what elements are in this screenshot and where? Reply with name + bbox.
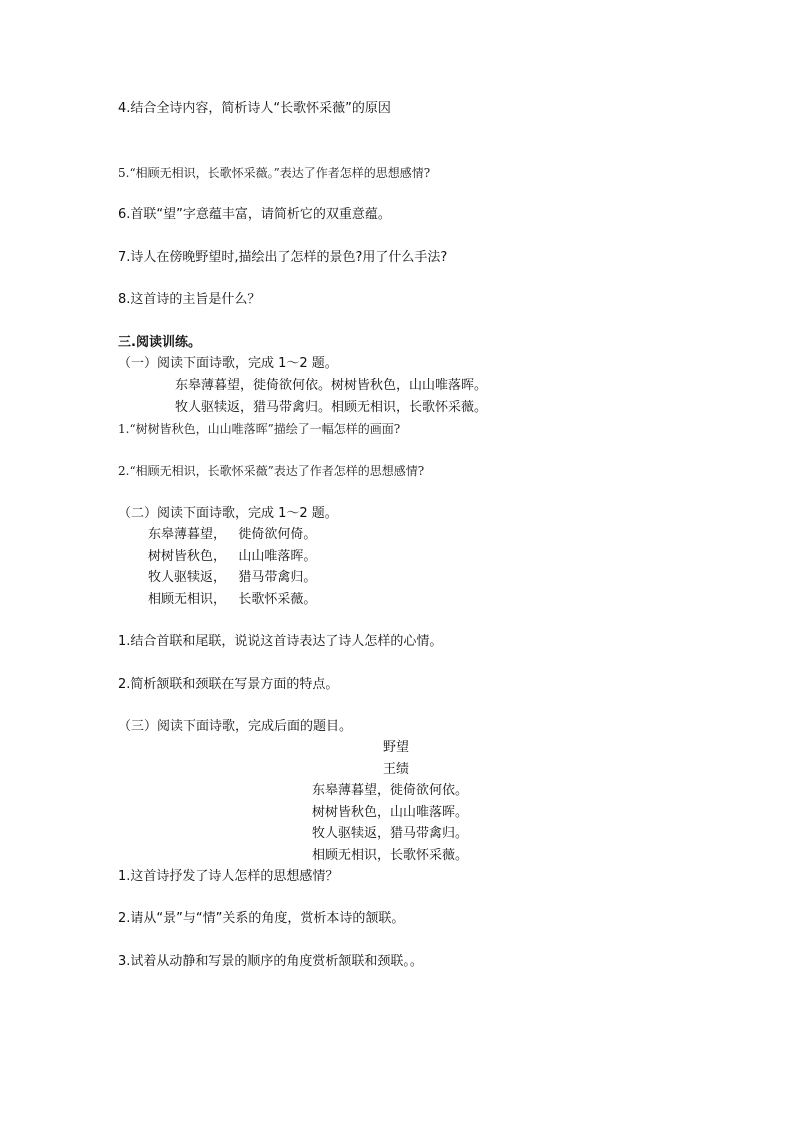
part-1-intro: （一）阅读下面诗歌，完成 1～2 题。 xyxy=(118,356,338,371)
part-2-poem-line-2: 树树皆秋色， 山山唯落晖。 xyxy=(148,549,317,564)
poem-title: 野望 xyxy=(382,740,409,755)
part-2-intro: （二）阅读下面诗歌，完成 1～2 题。 xyxy=(118,506,338,521)
question-4: 4.结合全诗内容，简析诗人“长歌怀采薇”的原因 xyxy=(118,101,391,116)
part-3-poem-line-3: 牧人驱犊返，猎马带禽归。 xyxy=(312,826,469,841)
part-3-question-3: 3.试着从动静和写景的顺序的角度赏析颔联和颈联。。 xyxy=(118,954,423,969)
part-3-question-1: 1.这首诗抒发了诗人怎样的思想感情？ xyxy=(118,869,339,884)
part-2-poem-line-3: 牧人驱犊返， 猎马带禽归。 xyxy=(148,570,317,585)
part-3-question-2: 2.请从“景”与“情”关系的角度，赏析本诗的颔联。 xyxy=(118,911,405,926)
part-1-question-1: 1.“树树皆秋色，山山唯落晖”描绘了一幅怎样的画面? xyxy=(118,422,401,436)
part-1-poem-line-1: 东皋薄暮望，徙倚欲何依。树树皆秋色，山山唯落晖。 xyxy=(175,378,488,393)
question-7: 7.诗人在傍晚野望时,描绘出了怎样的景色?用了什么手法? xyxy=(118,250,448,265)
part-3-intro: （三）阅读下面诗歌，完成后面的题目。 xyxy=(118,719,353,734)
part-1-poem-line-2: 牧人驱犊返，猎马带禽归。相顾无相识，长歌怀采薇。 xyxy=(175,400,488,415)
part-2-poem-line-1: 东皋薄暮望， 徙倚欲何倚。 xyxy=(148,527,317,542)
part-2-poem-line-4: 相顾无相识， 长歌怀采薇。 xyxy=(148,592,317,607)
poem-author: 王绩 xyxy=(382,762,409,777)
question-5: 5.“相顾无相识，长歌怀采薇。”表达了作者怎样的思想感情? xyxy=(118,166,431,180)
section-3-heading: 三.阅读训练。 xyxy=(118,335,201,350)
part-2-question-1: 1.结合首联和尾联，说说这首诗表达了诗人怎样的心情。 xyxy=(118,634,443,649)
part-2-question-2: 2.简析颔联和颈联在写景方面的特点。 xyxy=(118,677,339,692)
part-3-poem-line-1: 东皋薄暮望，徙倚欲何依。 xyxy=(312,783,469,798)
part-3-poem-line-2: 树树皆秋色，山山唯落晖。 xyxy=(312,805,469,820)
question-8: 8.这首诗的主旨是什么？ xyxy=(118,292,261,307)
part-3-poem-line-4: 相顾无相识，长歌怀采薇。 xyxy=(312,848,469,863)
question-6: 6.首联“望”字意蕴丰富，请简析它的双重意蕴。 xyxy=(118,207,391,222)
part-1-question-2: 2.“相顾无相识，长歌怀采薇”表达了作者怎样的思想感情? xyxy=(118,464,425,478)
